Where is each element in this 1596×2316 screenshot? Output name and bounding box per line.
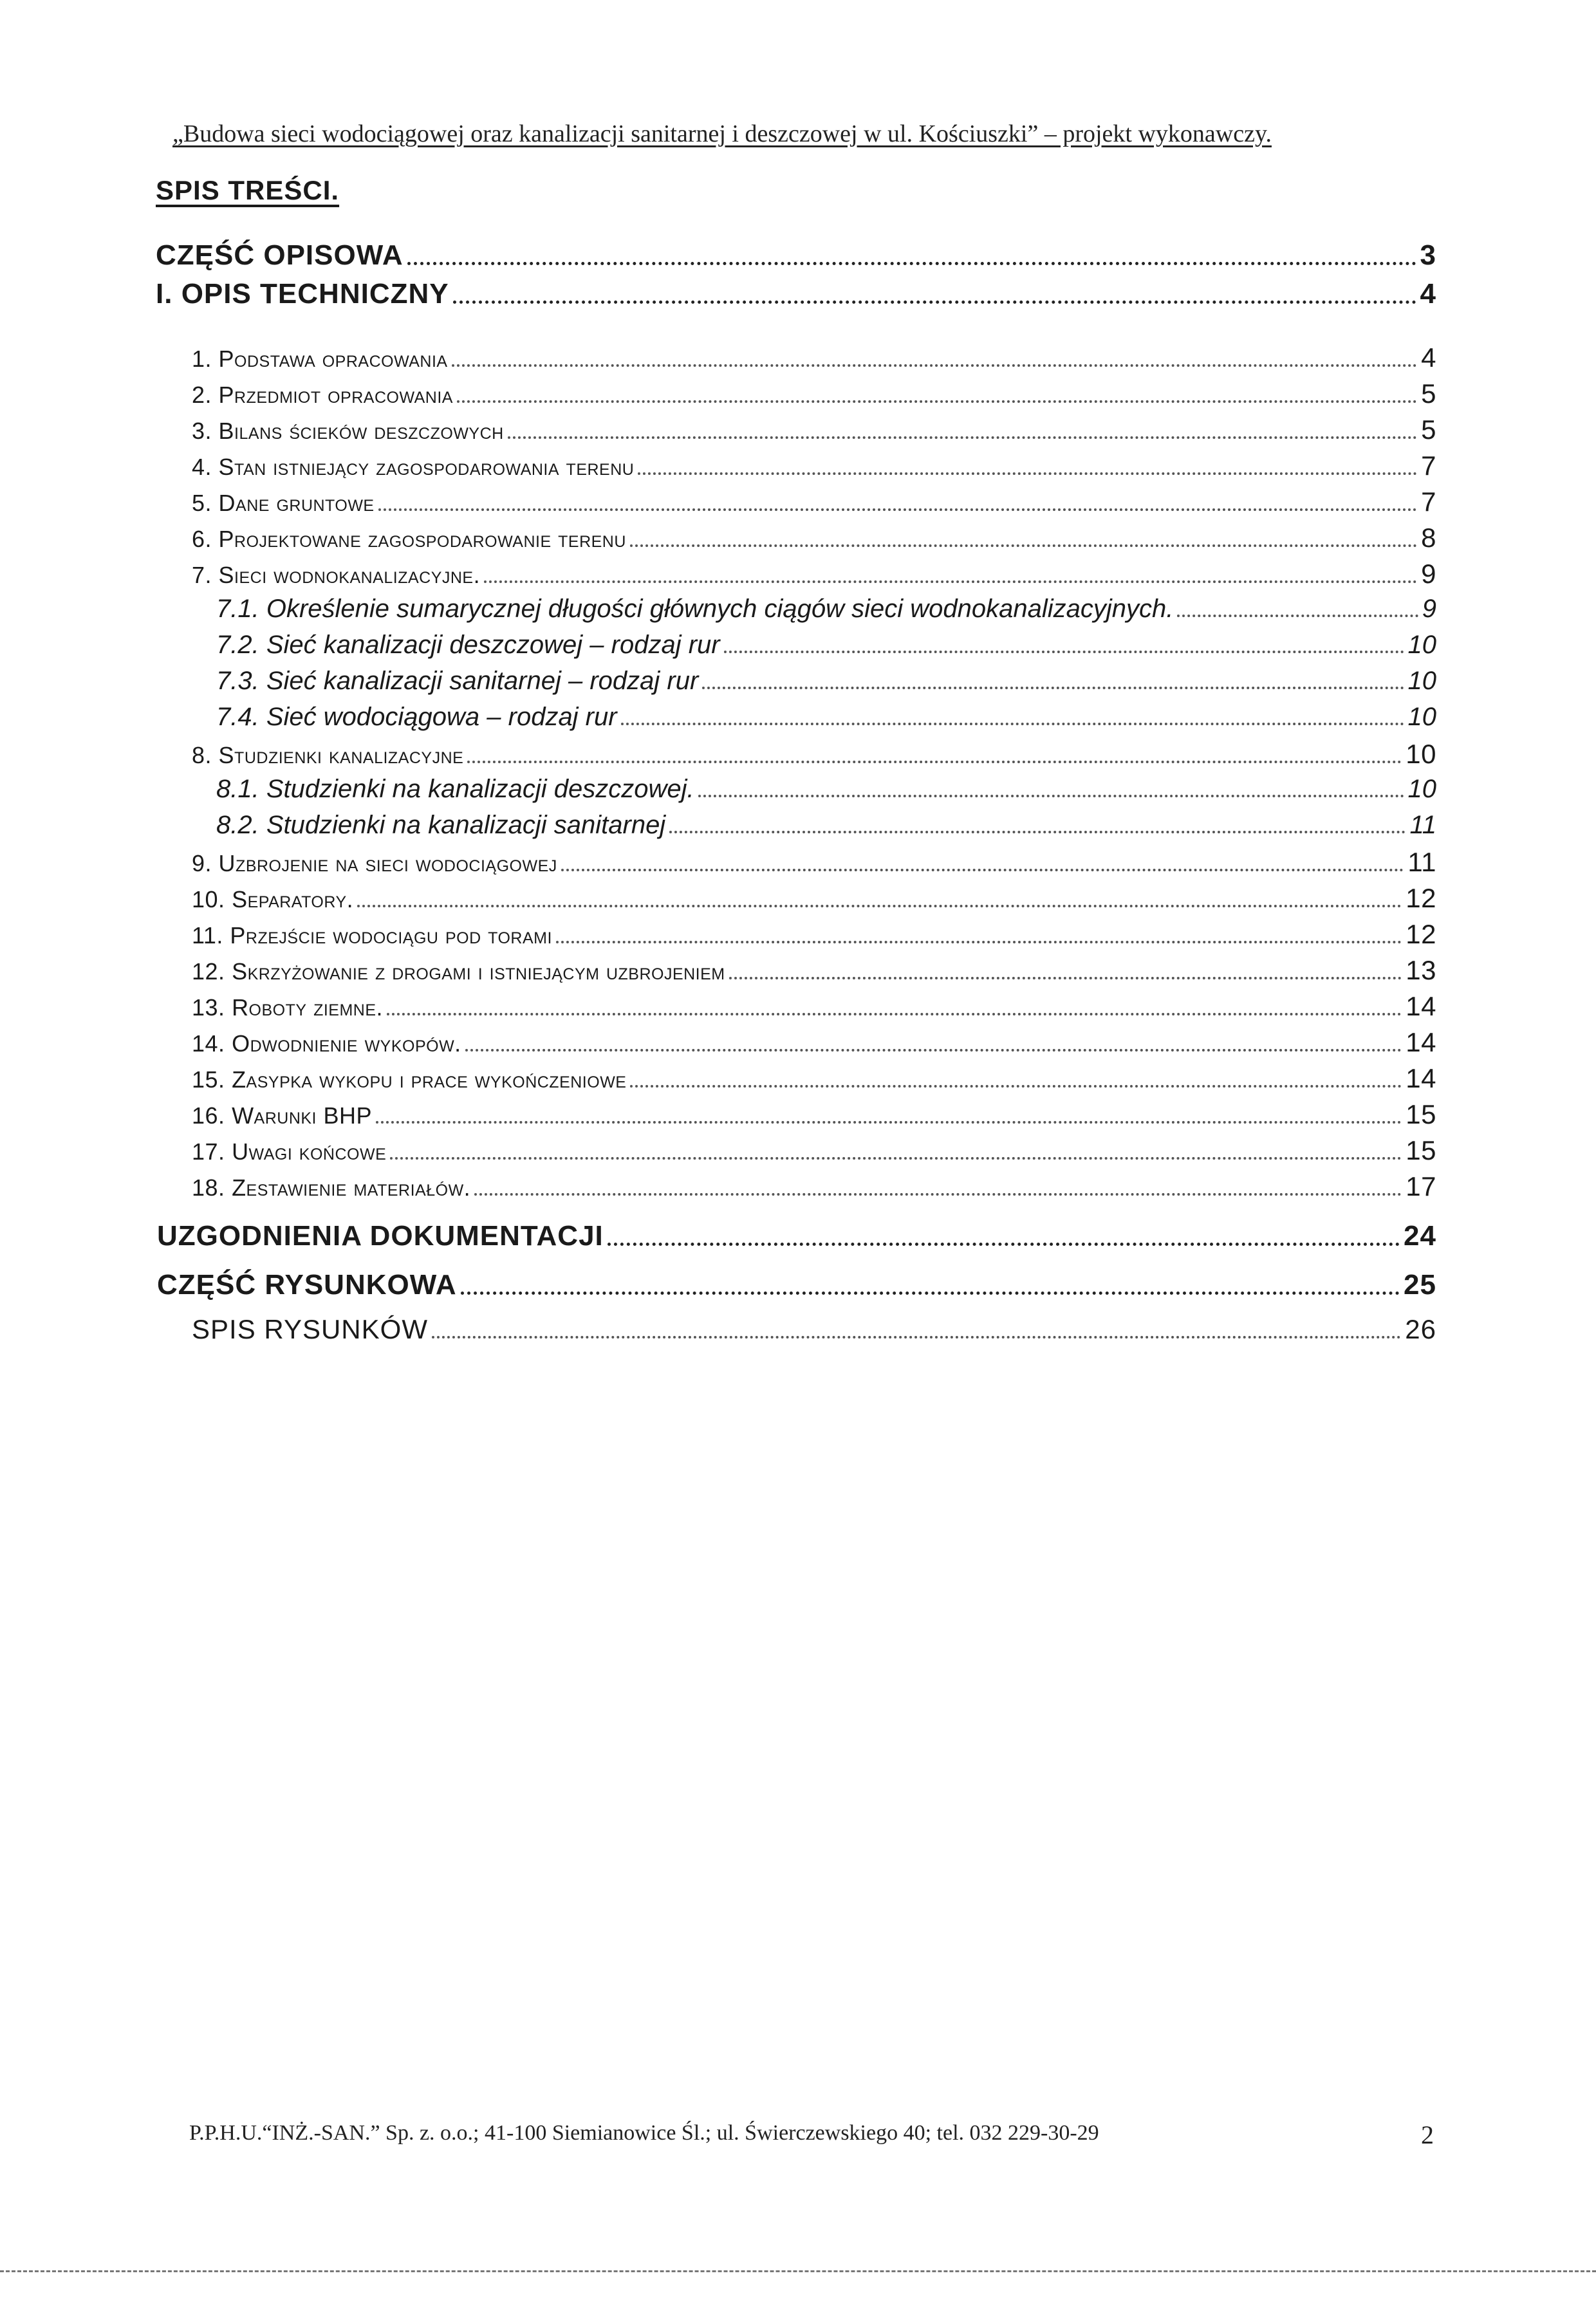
toc-dot-leader bbox=[724, 651, 1404, 653]
toc-dot-leader bbox=[452, 364, 1418, 367]
toc-entry bbox=[157, 1220, 1436, 1252]
toc-entry-text: Warunki BHP bbox=[232, 1102, 373, 1129]
toc-entry-label bbox=[192, 418, 504, 445]
toc-entry-number: 6. bbox=[192, 526, 212, 552]
toc-entry-text: Uzbrojenie na sieci wodociągowej bbox=[218, 850, 557, 876]
toc-dot-leader bbox=[561, 869, 1404, 871]
toc-entry-text: Przedmiot opracowania bbox=[218, 382, 453, 408]
toc-entry-text: Dane gruntowe bbox=[218, 490, 375, 516]
toc-dot-leader bbox=[432, 1336, 1401, 1339]
toc-entry-page: 12 bbox=[1406, 883, 1436, 913]
toc-dot-leader bbox=[467, 761, 1402, 763]
toc-entry-number: 3. bbox=[192, 418, 212, 444]
toc-entry-label bbox=[192, 1066, 626, 1093]
toc-entry-page: 10 bbox=[1407, 703, 1436, 731]
toc-entry bbox=[192, 919, 1436, 950]
toc-dot-leader bbox=[608, 1243, 1400, 1246]
toc-entry-page: 11 bbox=[1409, 811, 1436, 839]
toc-entry bbox=[216, 775, 1436, 804]
toc-entry-label bbox=[192, 850, 557, 877]
toc-entry-label bbox=[192, 922, 552, 949]
toc-entry bbox=[192, 559, 1436, 589]
toc-entry bbox=[216, 667, 1436, 696]
toc-entry-page: 10 bbox=[1406, 739, 1436, 769]
toc-entry-text: Zestawienie materiałów. bbox=[232, 1174, 471, 1201]
toc-entry-label bbox=[192, 1314, 428, 1345]
toc-dot-leader bbox=[508, 436, 1417, 439]
toc-entry-page: 14 bbox=[1406, 991, 1436, 1021]
toc-entry-number: 8.1. bbox=[216, 775, 259, 803]
toc-entry-number: 7.4. bbox=[216, 703, 259, 731]
toc-entry bbox=[192, 342, 1436, 373]
toc-entry-label bbox=[192, 490, 375, 517]
toc-entry-number: 16. bbox=[192, 1102, 225, 1129]
toc-entry bbox=[192, 739, 1436, 770]
toc-entry-number: 9. bbox=[192, 850, 212, 876]
toc-entry-text: Skrzyżowanie z drogami i istniejącym uzbrojeniem bbox=[232, 958, 725, 985]
toc-entry-text: Roboty ziemne. bbox=[232, 994, 384, 1021]
toc-entry-text: Sieć kanalizacji deszczowej – rodzaj rur bbox=[266, 631, 720, 659]
toc-dot-leader bbox=[457, 400, 1417, 403]
toc-entry-text: CZĘŚĆ RYSUNKOWA bbox=[157, 1269, 457, 1301]
toc-entry-page: 15 bbox=[1406, 1135, 1436, 1165]
toc-entry-number: 18. bbox=[192, 1174, 225, 1201]
toc-entry-label bbox=[156, 278, 449, 310]
toc-entry-number: 8. bbox=[192, 742, 212, 768]
toc-entry-page: 10 bbox=[1407, 667, 1436, 695]
toc-entry-text: Sieć wodociągowa – rodzaj rur bbox=[266, 703, 617, 731]
toc-entry-text: OPIS TECHNICZNY bbox=[181, 278, 449, 310]
toc-entry-number: 7. bbox=[192, 562, 212, 588]
toc-title: SPIS TREŚCI. bbox=[156, 175, 340, 205]
toc-dot-leader bbox=[407, 262, 1416, 265]
toc-entry-label bbox=[157, 1269, 457, 1301]
toc-dot-leader bbox=[484, 580, 1417, 583]
toc-entry-number: 1. bbox=[192, 346, 212, 372]
toc-entry bbox=[192, 847, 1436, 878]
toc-entry-number: 7.3. bbox=[216, 667, 259, 695]
toc-entry-page: 14 bbox=[1406, 1027, 1436, 1057]
toc-entry bbox=[216, 703, 1436, 732]
toc-entry-text: Stan istniejący zagospodarowania terenu bbox=[218, 454, 635, 480]
toc-entry-label bbox=[192, 994, 383, 1021]
toc-entry-page: 26 bbox=[1405, 1314, 1436, 1344]
toc-dot-leader bbox=[1177, 615, 1418, 617]
toc-entry bbox=[192, 883, 1436, 914]
toc-entry-label bbox=[192, 346, 448, 373]
toc-entry-number: 10. bbox=[192, 886, 225, 913]
toc-dot-leader bbox=[698, 795, 1404, 797]
toc-dot-leader bbox=[638, 472, 1417, 475]
toc-entry-text: Bilans ścieków deszczowych bbox=[218, 418, 504, 444]
toc-entry-page: 11 bbox=[1407, 847, 1436, 877]
toc-entry bbox=[192, 523, 1436, 553]
toc-entry-text: Podstawa opracowania bbox=[218, 346, 448, 372]
toc-dot-leader bbox=[390, 1157, 1402, 1160]
toc-entry-label bbox=[216, 631, 720, 660]
toc-entry bbox=[216, 811, 1436, 840]
toc-entry-number: 12. bbox=[192, 958, 225, 985]
toc-entry-text: Studzienki kanalizacyjne bbox=[218, 742, 464, 768]
toc-entry-label bbox=[192, 526, 626, 553]
toc-entry-label bbox=[192, 742, 463, 769]
running-header: „Budowa sieci wodociągowej oraz kanalizacji sanitarnej i deszczowej w ul. Kościuszki” – projekt wykonawczy. bbox=[172, 120, 1272, 147]
toc-entry-number: I. bbox=[156, 278, 173, 310]
toc-entry-page: 8 bbox=[1421, 523, 1436, 553]
toc-entry bbox=[192, 1171, 1436, 1202]
toc-entry bbox=[192, 1027, 1436, 1058]
toc-entry-label bbox=[192, 1030, 461, 1057]
toc-entry-label bbox=[192, 1102, 372, 1129]
toc-entry bbox=[192, 486, 1436, 517]
toc-entry-text: Separatory. bbox=[232, 886, 354, 913]
toc-entry-text: Odwodnienie wykopów. bbox=[232, 1030, 461, 1057]
toc-dot-leader bbox=[461, 1292, 1400, 1295]
toc-dot-leader bbox=[621, 723, 1404, 725]
toc-entry-page: 9 bbox=[1421, 559, 1436, 589]
toc-entry bbox=[192, 414, 1436, 445]
toc-entry-label bbox=[157, 1220, 604, 1252]
toc-entry-page: 10 bbox=[1407, 775, 1436, 803]
toc-entry-label bbox=[192, 958, 725, 985]
toc-entry-text: Uwagi końcowe bbox=[232, 1138, 387, 1165]
toc-entry-text: UZGODNIENIA DOKUMENTACJI bbox=[157, 1220, 604, 1252]
toc-entry-page: 3 bbox=[1420, 239, 1436, 271]
toc-entry-page: 10 bbox=[1407, 631, 1436, 659]
toc-entry bbox=[156, 239, 1436, 272]
toc-entry-number: 14. bbox=[192, 1030, 225, 1057]
toc-entry-label bbox=[156, 239, 404, 272]
toc-entry-label bbox=[192, 454, 634, 481]
toc-entry-text: Sieci wodnokanalizacyjne. bbox=[218, 562, 481, 588]
toc-entry-page: 4 bbox=[1420, 278, 1436, 310]
toc-entry-number: 4. bbox=[192, 454, 212, 480]
toc-dot-leader bbox=[376, 1121, 1402, 1124]
toc-entry bbox=[192, 1135, 1436, 1166]
toc-entry bbox=[156, 278, 1436, 310]
page-number: 2 bbox=[1421, 2120, 1434, 2149]
toc-entry-page: 13 bbox=[1406, 955, 1436, 985]
toc-dot-leader bbox=[387, 1013, 1402, 1015]
toc-entry-page: 4 bbox=[1421, 342, 1436, 373]
running-footer: P.P.H.U.“INŻ.-SAN.” Sp. z. o.o.; 41-100 Siemianowice Śl.; ul. Świerczewskiego 40; tel. 032 229-30-29 bbox=[189, 2121, 1099, 2145]
toc-entry-text: Studzienki na kanalizacji deszczowej. bbox=[266, 775, 694, 803]
toc-dot-leader bbox=[474, 1193, 1402, 1196]
toc-entry-number: 2. bbox=[192, 382, 212, 408]
toc-entry-text: Projektowane zagospodarowanie terenu bbox=[218, 526, 626, 552]
toc-entry-number: 15. bbox=[192, 1066, 225, 1093]
bottom-dashed-rule bbox=[0, 2270, 1596, 2272]
toc-entry-label bbox=[216, 703, 617, 732]
toc-entry-page: 9 bbox=[1422, 595, 1436, 623]
toc-dot-leader bbox=[556, 941, 1402, 943]
toc-entry bbox=[192, 1063, 1436, 1094]
toc-entry-number: 5. bbox=[192, 490, 212, 516]
toc-entry-page: 25 bbox=[1404, 1269, 1436, 1301]
toc-entry-text: Zasypka wykopu i prace wykończeniowe bbox=[232, 1066, 627, 1093]
toc-entry-text: CZĘŚĆ OPISOWA bbox=[156, 239, 404, 271]
toc-entry-label bbox=[216, 811, 665, 840]
toc-entry-label bbox=[192, 1138, 386, 1165]
toc-entry-label bbox=[216, 595, 1173, 624]
toc-entry bbox=[192, 378, 1436, 409]
toc-entry-text: Sieć kanalizacji sanitarnej – rodzaj rur bbox=[266, 667, 699, 695]
toc-entry-number: 17. bbox=[192, 1138, 225, 1165]
toc-entry-label bbox=[192, 562, 480, 589]
toc-entry-text: Przejście wodociągu pod torami bbox=[230, 922, 552, 949]
toc-entry-page: 24 bbox=[1404, 1220, 1436, 1252]
toc-entry bbox=[216, 595, 1436, 624]
toc-entry-text: Określenie sumarycznej długości głównych ciągów sieci wodnokanalizacyjnych. bbox=[266, 595, 1174, 623]
toc-entry bbox=[157, 1269, 1436, 1301]
toc-entry-number: 7.2. bbox=[216, 631, 259, 659]
toc-entry-page: 5 bbox=[1421, 414, 1436, 445]
toc-dot-leader bbox=[378, 508, 1418, 511]
toc-entry bbox=[192, 991, 1436, 1022]
toc-entry-label bbox=[216, 667, 698, 696]
toc-entry-label bbox=[192, 886, 353, 913]
toc-dot-leader bbox=[630, 544, 1417, 547]
toc-entry-number: 8.2. bbox=[216, 811, 259, 839]
toc-dot-leader bbox=[453, 301, 1416, 304]
toc-entry-number: 7.1. bbox=[216, 595, 259, 623]
toc-dot-leader bbox=[669, 831, 1406, 833]
toc-dot-leader bbox=[465, 1049, 1402, 1051]
toc-entry bbox=[192, 955, 1436, 986]
toc-entry bbox=[192, 1099, 1436, 1130]
toc-entry-page: 15 bbox=[1406, 1099, 1436, 1129]
toc-entry-label bbox=[192, 1174, 470, 1201]
toc-entry-label bbox=[216, 775, 694, 804]
toc-entry-text: Studzienki na kanalizacji sanitarnej bbox=[266, 811, 666, 839]
toc-entry-text: SPIS RYSUNKÓW bbox=[192, 1314, 428, 1344]
toc-entry-page: 17 bbox=[1406, 1171, 1436, 1201]
toc-entry-page: 5 bbox=[1421, 378, 1436, 409]
toc-dot-leader bbox=[729, 977, 1402, 979]
toc-entry-page: 12 bbox=[1406, 919, 1436, 949]
toc-entry bbox=[192, 450, 1436, 481]
toc-entry bbox=[216, 631, 1436, 660]
toc-entry-page: 14 bbox=[1406, 1063, 1436, 1093]
toc-entry-page: 7 bbox=[1421, 450, 1436, 481]
toc-dot-leader bbox=[702, 687, 1404, 689]
toc-entry-label bbox=[192, 382, 453, 409]
toc-dot-leader bbox=[357, 905, 1402, 907]
toc-entry bbox=[192, 1314, 1436, 1345]
toc-dot-leader bbox=[630, 1085, 1402, 1088]
toc-entry-number: 11. bbox=[192, 922, 223, 949]
toc-entry-number: 13. bbox=[192, 994, 225, 1021]
toc-entry-page: 7 bbox=[1421, 486, 1436, 517]
